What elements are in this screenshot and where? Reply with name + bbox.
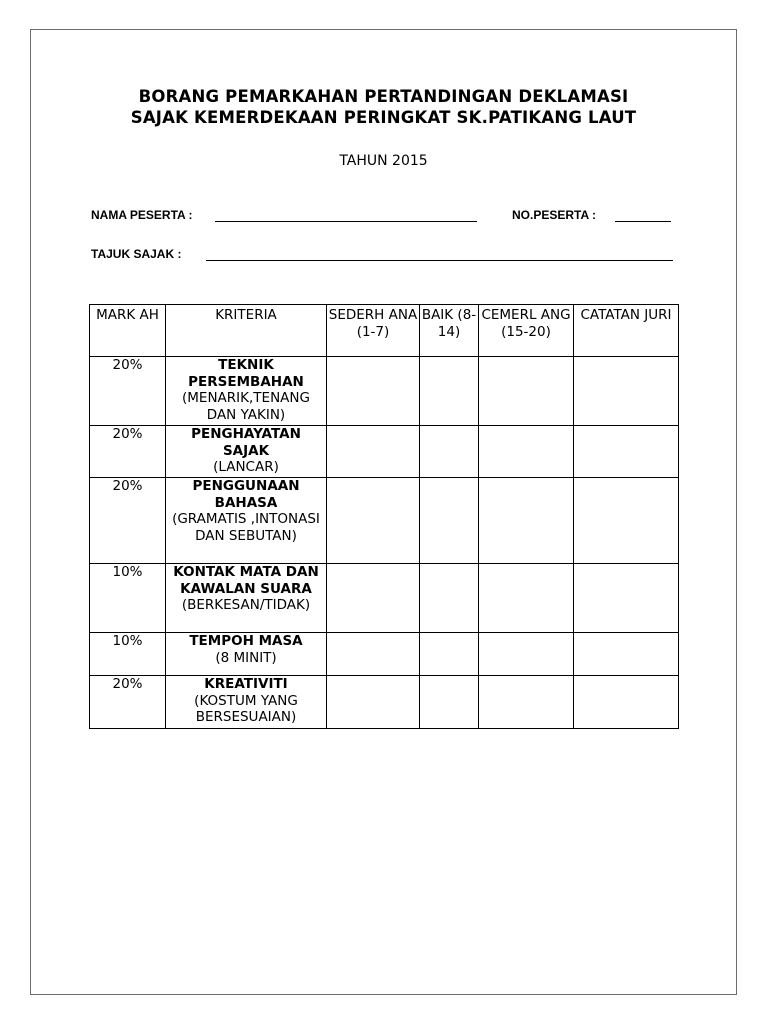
header-sederhana: SEDERH ANA (1-7) bbox=[327, 305, 420, 357]
score-baik-cell[interactable] bbox=[420, 426, 479, 478]
score-cemerlang-cell[interactable] bbox=[479, 633, 574, 676]
row-markah: 20% bbox=[90, 357, 166, 426]
header-kriteria: KRITERIA bbox=[166, 305, 327, 357]
table-header-row bbox=[90, 305, 679, 357]
table-row bbox=[90, 564, 679, 633]
catatan-juri-cell[interactable] bbox=[574, 633, 679, 676]
row-kriteria bbox=[166, 564, 327, 633]
row-kriteria bbox=[166, 357, 327, 426]
row-kriteria bbox=[166, 633, 327, 676]
header-cemerlang: CEMERL ANG (15-20) bbox=[479, 305, 574, 357]
score-sederhana-cell[interactable] bbox=[327, 357, 420, 426]
criteria-title: KREATIVITI bbox=[204, 676, 288, 692]
form-year: TAHUN 2015 bbox=[339, 153, 428, 169]
score-sederhana-cell[interactable] bbox=[327, 676, 420, 729]
score-sederhana-cell[interactable] bbox=[327, 564, 420, 633]
catatan-juri-cell[interactable] bbox=[574, 564, 679, 633]
criteria-title: PENGHAYATAN SAJAK bbox=[191, 426, 301, 459]
table-row bbox=[90, 357, 679, 426]
tajuk-sajak-label: TAJUK SAJAK : bbox=[91, 247, 182, 261]
criteria-description: (BERKESAN/TIDAK) bbox=[181, 597, 311, 613]
criteria-description: (GRAMATIS ,INTONASI DAN SEBUTAN) bbox=[172, 511, 320, 544]
header-markah: MARK AH bbox=[90, 305, 166, 357]
score-cemerlang-cell[interactable] bbox=[479, 564, 574, 633]
row-markah: 20% bbox=[90, 676, 166, 729]
score-baik-cell[interactable] bbox=[420, 564, 479, 633]
criteria-title: TEKNIK PERSEMBAHAN bbox=[188, 357, 304, 390]
score-baik-cell[interactable] bbox=[420, 676, 479, 729]
tajuk-sajak-line[interactable] bbox=[206, 260, 673, 261]
criteria-description: (LANCAR) bbox=[213, 459, 279, 475]
score-cemerlang-cell[interactable] bbox=[479, 478, 574, 564]
score-baik-cell[interactable] bbox=[420, 478, 479, 564]
form-title-line-1: BORANG PEMARKAHAN PERTANDINGAN DEKLAMASI bbox=[138, 87, 629, 106]
score-sederhana-cell[interactable] bbox=[327, 478, 420, 564]
nama-peserta-line[interactable] bbox=[215, 221, 477, 222]
score-sederhana-cell[interactable] bbox=[327, 633, 420, 676]
catatan-juri-cell[interactable] bbox=[574, 478, 679, 564]
table-row bbox=[90, 633, 679, 676]
no-peserta-line[interactable] bbox=[615, 221, 671, 222]
row-markah: 10% bbox=[90, 564, 166, 633]
nama-peserta-label: NAMA PESERTA : bbox=[91, 208, 193, 222]
row-markah: 20% bbox=[90, 478, 166, 564]
score-cemerlang-cell[interactable] bbox=[479, 357, 574, 426]
criteria-description: (KOSTUM YANG BERSESUAIAN) bbox=[194, 692, 298, 725]
score-baik-cell[interactable] bbox=[420, 357, 479, 426]
criteria-description: (MENARIK,TENANG DAN YAKIN) bbox=[182, 390, 310, 423]
score-cemerlang-cell[interactable] bbox=[479, 676, 574, 729]
catatan-juri-cell[interactable] bbox=[574, 357, 679, 426]
row-kriteria bbox=[166, 426, 327, 478]
header-catatan-juri: CATATAN JURI bbox=[574, 305, 679, 357]
form-title-line-2: SAJAK KEMERDEKAAN PERINGKAT SK.PATIKANG LAUT bbox=[130, 108, 637, 127]
row-kriteria bbox=[166, 676, 327, 729]
catatan-juri-cell[interactable] bbox=[574, 676, 679, 729]
row-kriteria bbox=[166, 478, 327, 564]
row-markah: 10% bbox=[90, 633, 166, 676]
catatan-juri-cell[interactable] bbox=[574, 426, 679, 478]
scoring-table bbox=[89, 304, 679, 729]
table-row bbox=[90, 426, 679, 478]
header-baik: BAIK (8- 14) bbox=[420, 305, 479, 357]
criteria-title: KONTAK MATA DAN KAWALAN SUARA bbox=[173, 564, 319, 597]
no-peserta-label: NO.PESERTA : bbox=[512, 208, 597, 222]
score-sederhana-cell[interactable] bbox=[327, 426, 420, 478]
table-row bbox=[90, 478, 679, 564]
criteria-title: PENGGUNAAN BAHASA bbox=[192, 478, 300, 511]
row-markah: 20% bbox=[90, 426, 166, 478]
table-row bbox=[90, 676, 679, 729]
criteria-title: TEMPOH MASA bbox=[189, 633, 303, 649]
score-baik-cell[interactable] bbox=[420, 633, 479, 676]
score-cemerlang-cell[interactable] bbox=[479, 426, 574, 478]
criteria-description: (8 MINIT) bbox=[215, 649, 277, 666]
